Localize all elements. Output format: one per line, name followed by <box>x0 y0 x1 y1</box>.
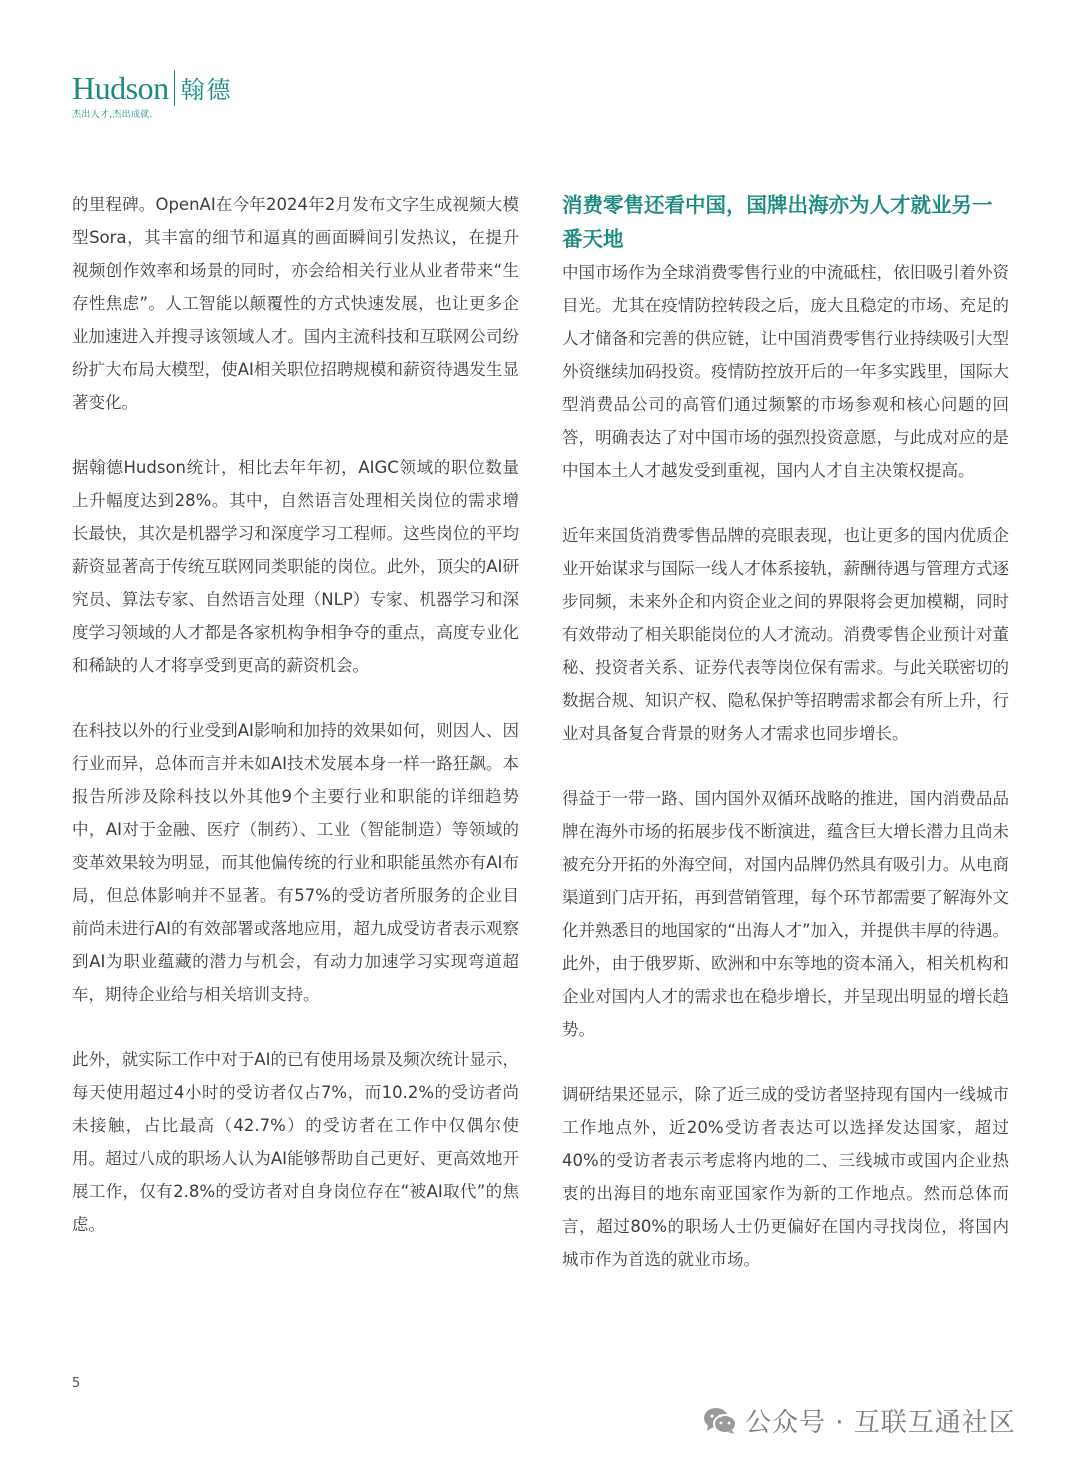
left-paragraph-4: 此外，就实际工作中对于AI的已有使用场景及频次统计显示，每天使用超过4小时的受访者仅占7%，而10.2%的受访者尚未接触，占比最高（42.7%）的受访者在工作中仅偶尔使用。超过八成的职场人认为AI能够帮助自己更好、更高效地开展工作，仅有2.8%的受访者对自身岗位存在“被AI取代”的焦虑。 <box>72 1050 519 1234</box>
left-paragraph-2: 据翰德Hudson统计，相比去年年初，AIGC领域的职位数量上升幅度达到28%。其中，自然语言处理相关岗位的需求增长最快，其次是机器学习和深度学习工程师。这些岗位的平均薪资显著高于传统互联网同类职能的岗位。此外，顶尖的AI研究员、算法专家、自然语言处理（NLP）专家、机器学习和深度学习领域的人才都是各家机构争相争夺的重点，高度专业化和稀缺的人才将享受到更高的薪资机会。 <box>72 458 519 675</box>
logo-wordmark <box>72 70 233 106</box>
left-column <box>72 188 519 1273</box>
right-column <box>562 188 1009 1308</box>
left-paragraph-1: 的里程碑。OpenAI在今年2024年2月发布文字生成视频大模型Sora，其丰富的细节和逼真的画面瞬间引发热议，在提升视频创作效率和场景的同时，亦会给相关行业从业者带来“生存性焦虑”。人工智能以颠覆性的方式快速发展，也让更多企业加速进入并搜寻该领域人才。国内主流科技和互联网公司纷纷扩大布局大模型，使AI相关职位招聘规模和薪资待遇发生显著变化。 <box>72 195 519 412</box>
left-paragraph-3: 在科技以外的行业受到AI影响和加持的效果如何，则因人、因行业而异，总体而言并未如AI技术发展本身一样一路狂飙。本报告所涉及除科技以外其他9个主要行业和职能的详细趋势中，AI对于金融、医疗（制药）、工业（智能制造）等领域的变革效果较为明显，而其他偏传统的行业和职能虽然亦有AI布局，但总体影响并不显著。有57%的受访者所服务的企业目前尚未进行AI的有效部署或落地应用，超九成受访者表示观察到AI为职业蕴藏的潜力与机会，有动力加速学习实现弯道超车，期待企业给与相关培训支持。 <box>72 721 519 1004</box>
right-paragraph-4: 调研结果还显示，除了近三成的受访者坚持现有国内一线城市工作地点外，近20%受访者表达可以选择发达国家，超过40%的受访者表示考虑将内地的二、三线城市或国内企业热衷的出海目的地东南亚国家作为新的工作地点。然而总体而言，超过80%的职场人士仍更偏好在国内寻找岗位，将国内城市作为首选的就业市场。 <box>562 1085 1009 1269</box>
right-paragraph-1: 中国市场作为全球消费零售行业的中流砥柱，依旧吸引着外资目光。尤其在疫情防控转段之后，庞大且稳定的市场、充足的人才储备和完善的供应链，让中国消费零售行业持续吸引大型外资继续加码投资。疫情防控放开后的一年多实践里，国际大型消费品公司的高管们通过频繁的市场参观和核心问题的回答，明确表达了对中国市场的强烈投资意愿，与此成对应的是中国本土人才越发受到重视，国内人才自主决策权提高。 <box>562 263 1009 480</box>
right-paragraph-2: 近年来国货消费零售品牌的亮眼表现，也让更多的国内优质企业开始谋求与国际一线人才体系接轨，薪酬待遇与管理方式逐步同频，未来外企和内资企业之间的界限将会更加模糊，同时有效带动了相关职能岗位的人才流动。消费零售企业预计对董秘、投资者关系、证券代表等岗位保有需求。与此关联密切的数据合规、知识产权、隐私保护等招聘需求都会有所上升，行业对具备复合背景的财务人才需求也同步增长。 <box>562 526 1009 743</box>
logo-divider <box>174 70 175 106</box>
right-paragraph-3: 得益于一带一路、国内国外双循环战略的推进，国内消费品品牌在海外市场的拓展步伐不断演进，蕴含巨大增长潜力且尚未被充分开拓的外海空间，对国内品牌仍然具有吸引力。从电商渠道到门店开拓，再到营销管理，每个环节都需要了解海外文化并熟悉目的地国家的“出海人才”加入，并提供丰厚的待遇。此外，由于俄罗斯、欧洲和中东等地的资本涌入，相关机构和企业对国内人才的需求也在稳步增长，并呈现出明显的增长趋势。 <box>562 789 1009 1039</box>
logo-chinese: 翰德 <box>180 76 233 104</box>
logo-tagline: 杰出人才,杰出成就. <box>72 110 153 120</box>
wechat-icon <box>703 1407 737 1435</box>
hudson-logo <box>72 70 233 120</box>
logo-english: Hudson <box>72 70 169 106</box>
page-number: 5 <box>72 1376 81 1391</box>
watermark <box>703 1402 1016 1439</box>
section-heading: 消费零售还看中国，国牌出海亦为人才就业另一番天地 <box>562 193 993 251</box>
watermark-text: 公众号 · 互联互通社区 <box>745 1408 1016 1438</box>
